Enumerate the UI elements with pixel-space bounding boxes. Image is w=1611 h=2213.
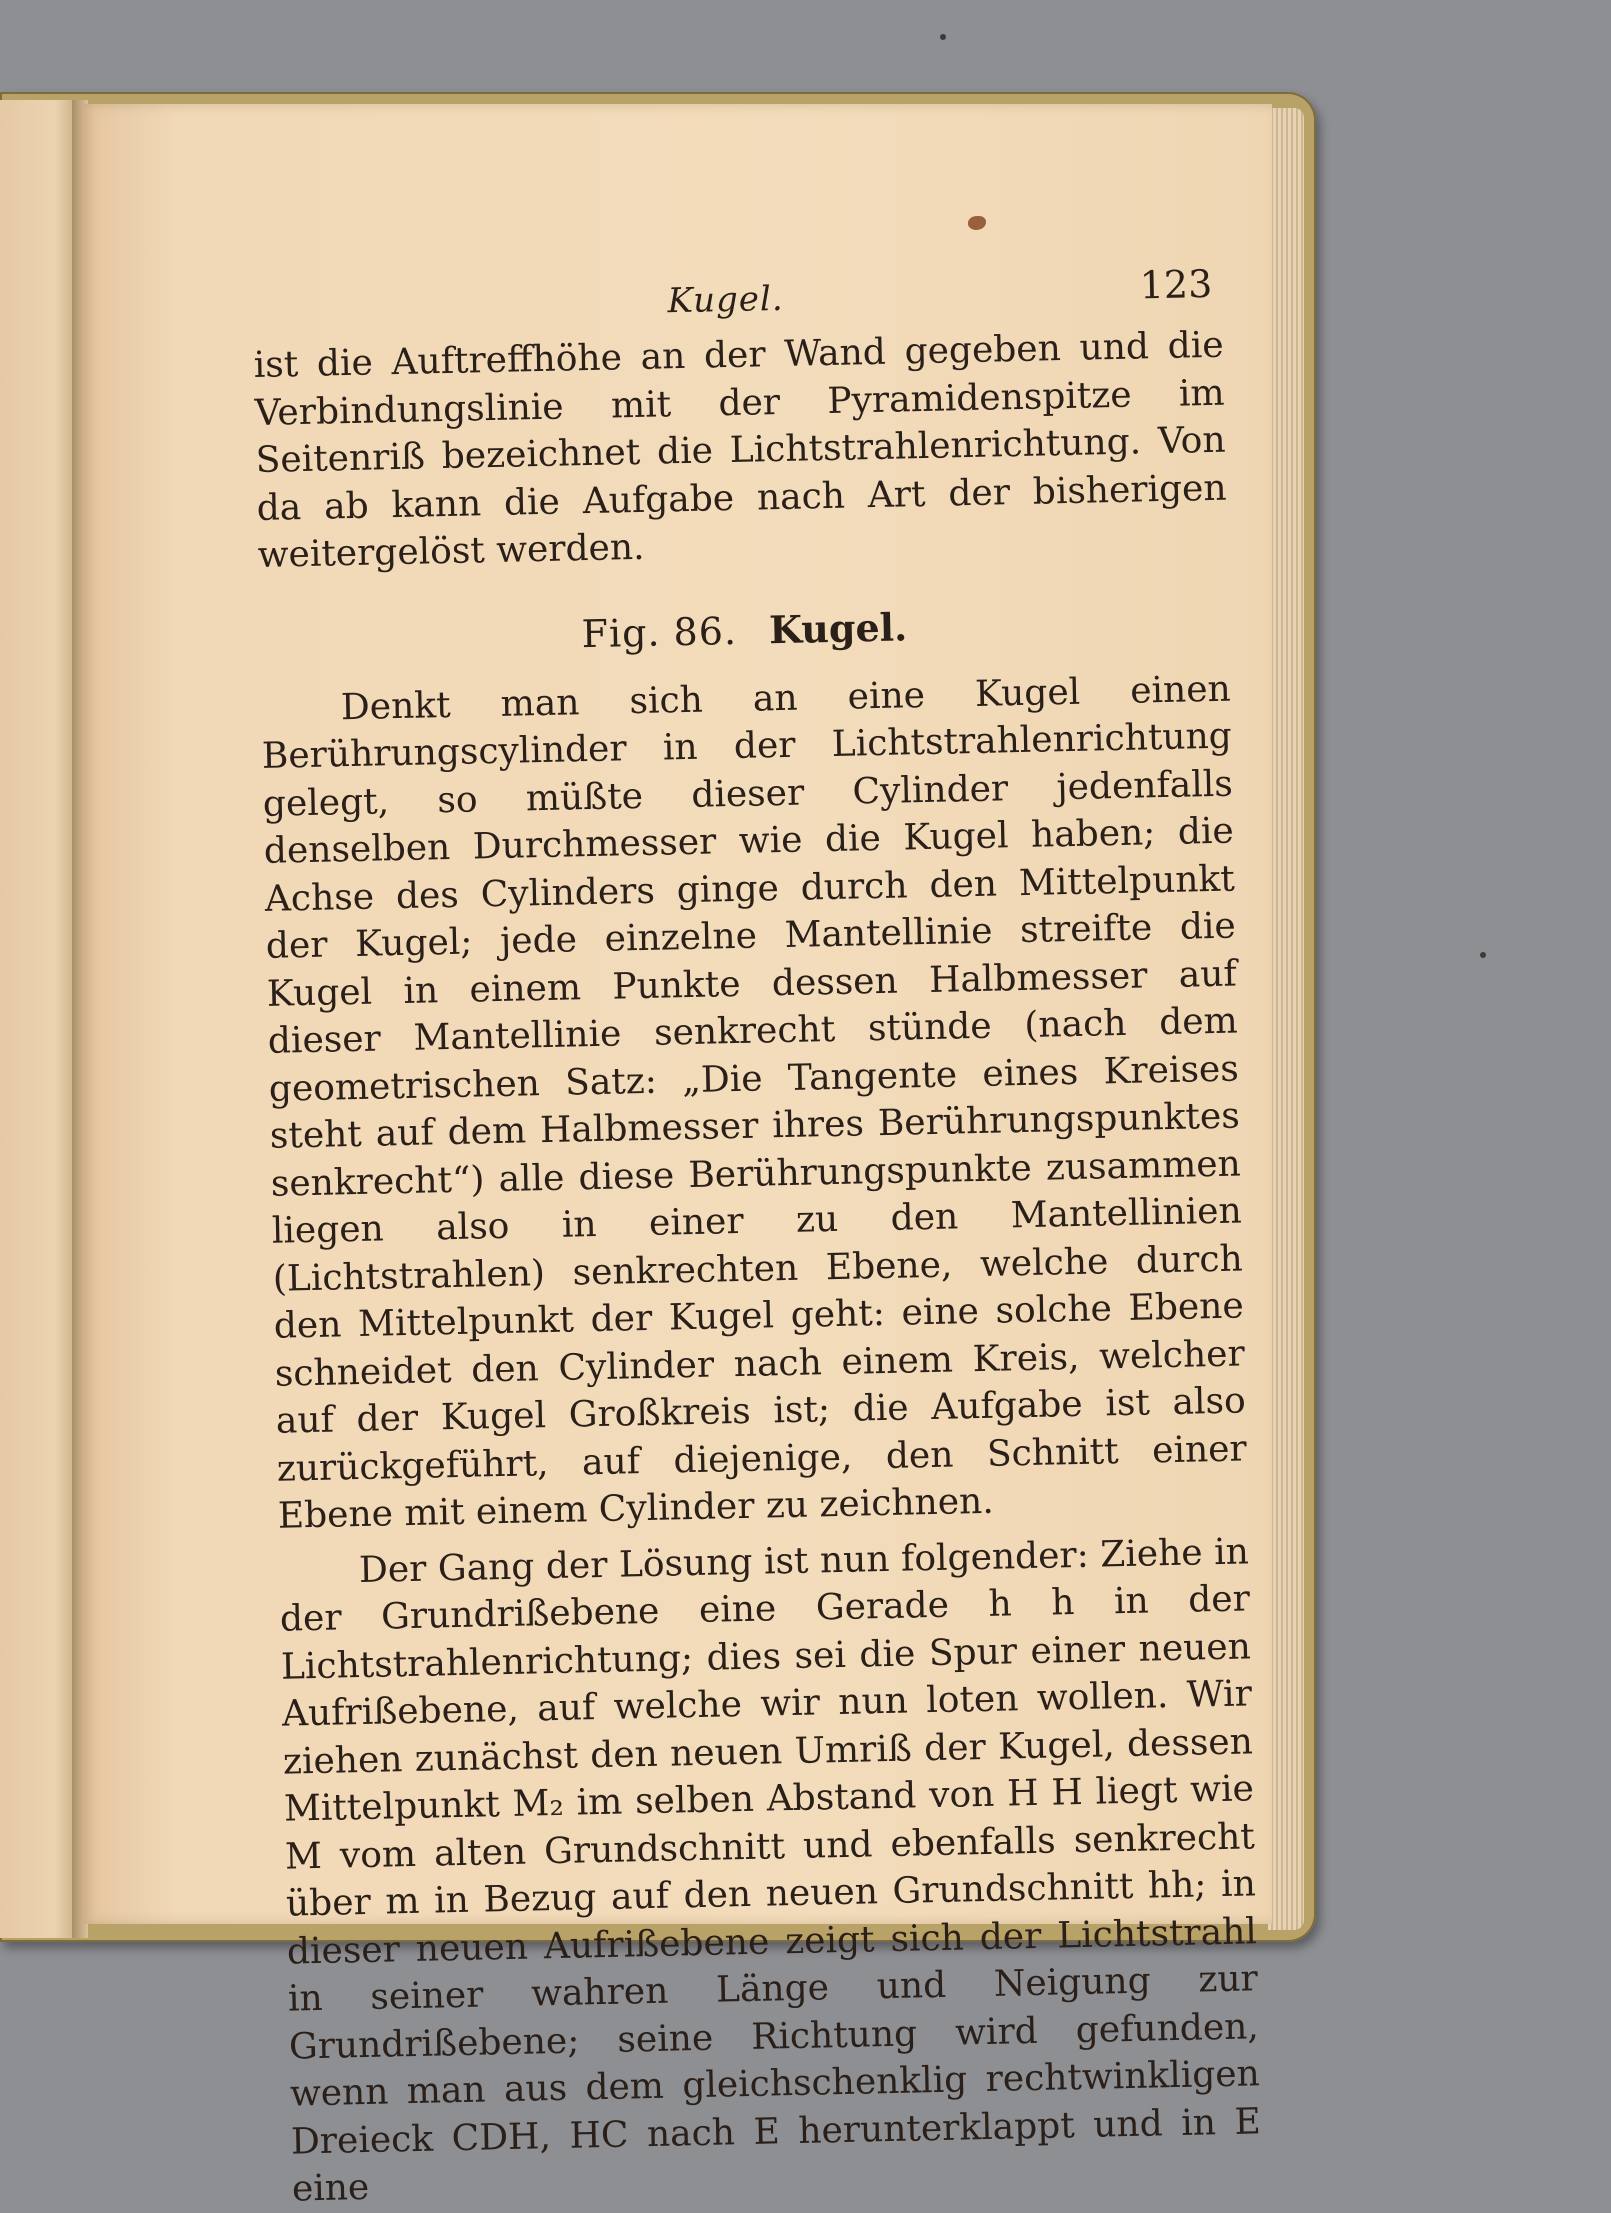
book-page <box>82 104 1272 2210</box>
left-page-edge <box>0 100 78 1938</box>
background-speck <box>940 34 946 40</box>
paragraph: Denkt man sich an eine Kugel einen Berührungscylinder in der Lichtstrahlenrichtung gelegt, so müßte dieser Cylinder jedenfalls denselben Durchmesser wie die Kugel haben; die Achse des Cylinders ginge durch den Mittelpunkt der Kugel; jede einzelne Mantellinie streifte die Kugel in einem Punkte dessen Halbmesser auf dieser Mantellinie senkrecht stünde (nach dem geometrischen Satz: „Die Tangente eines Kreises steht auf dem Halbmesser ihres Berührungspunktes senkrecht“) alle diese Berührungspunkte zusammen liegen also in einer zu den Mantellinien (Lichtstrahlen) senkrechten Ebene, welche durch den Mittelpunkt der Kugel geht: eine solche Ebene schneidet den Cylinder nach einem Kreis, welcher auf der Kugel Großkreis ist; die Aufgabe ist also zurückgeführt, auf diejenige, den Schnitt einer Ebene mit einem Cylinder zu zeichnen. <box>261 668 1248 1537</box>
page-content <box>252 262 1262 2213</box>
section-title: Kugel. <box>768 603 908 652</box>
page-stain <box>968 216 986 230</box>
background-speck <box>1480 952 1486 958</box>
paragraph-continuation: ist die Auftreffhöhe an der Wand gegeben und die Verbindungslinie mit der Pyramidenspitze im Seitenriß bezeichnet die Lichtstrahlenrichtung. Von da ab kann die Aufgabe nach Art der bisherigen weitergelöst werden. <box>253 324 1227 576</box>
page-stack-edge <box>1268 108 1304 1930</box>
section-heading <box>259 595 1230 665</box>
paragraph: Der Gang der Lösung ist nun folgender: Ziehe in der Grundrißebene eine Gerade h h in der Lichtstrahlenrichtung; dies sei die Spur einer neuen Aufrißebene, auf welche wir nun loten wollen. Wir ziehen zunächst den neuen Umriß der Kugel, dessen Mittelpunkt M₂ im selben Abstand von H H liegt wie M vom alten Grundschnitt und ebenfalls senkrecht über m in Bezug auf den neuen Grundschnitt hh; in dieser neuen Aufrißebene zeigt sich der Lichtstrahl in seiner wahren Länge und Neigung zur Grundrißebene; seine Richtung wird gefunden, wenn man aus dem gleichschenklig rechtwinkligen Dreieck CDH, HC nach E herunterklappt und in E eine <box>279 1530 1262 2210</box>
figure-label: Fig. 86. <box>581 608 738 656</box>
page-number: 123 <box>1139 261 1213 308</box>
running-head-title: Kugel. <box>667 278 785 322</box>
